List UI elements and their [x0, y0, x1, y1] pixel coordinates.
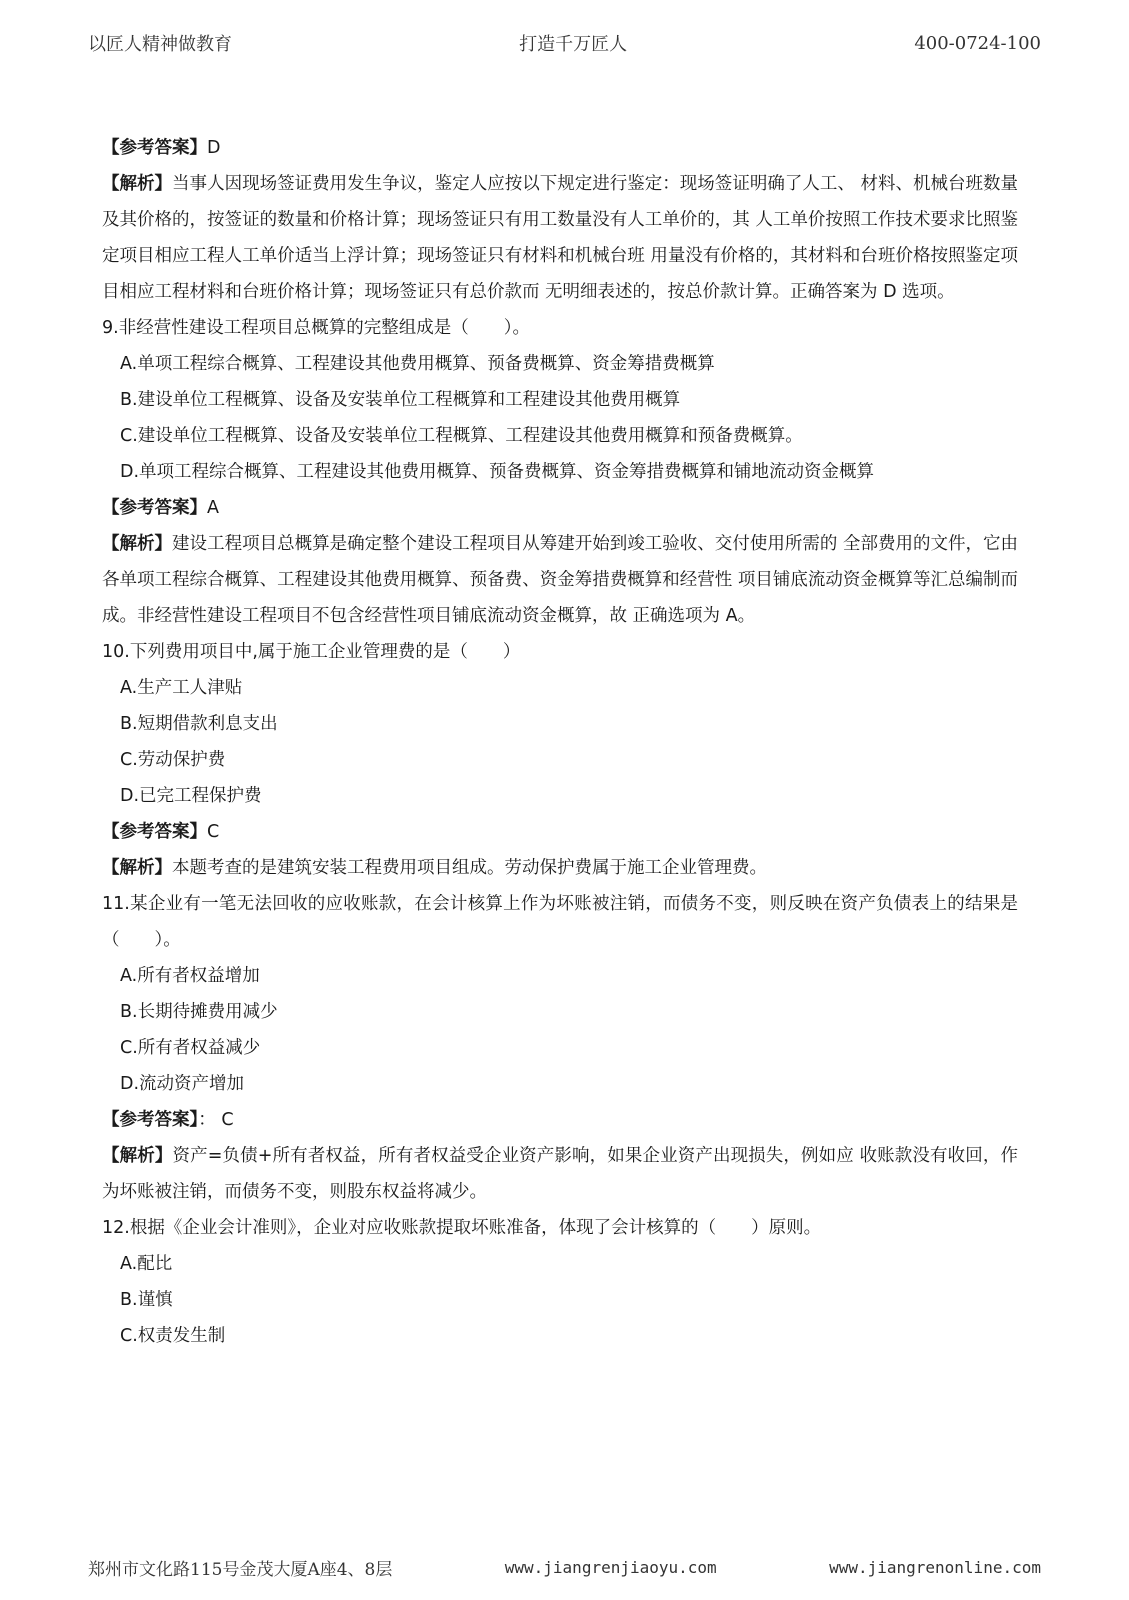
footer-website-2: www.jiangrenonline.com: [829, 1557, 1041, 1577]
answer-value: C: [207, 822, 220, 842]
option-b: B.短期借款利息支出: [120, 714, 278, 734]
option-c: C.所有者权益减少: [120, 1038, 261, 1058]
option-d: D.已完工程保护费: [120, 786, 262, 806]
answer-line: [102, 490, 1018, 526]
analysis-label: 【解析】: [102, 858, 172, 878]
analysis-text: 当事人因现场签证费用发生争议，鉴定人应按以下规定进行鉴定：现场签证明确了人工、 材料、机械台班数量及其价格的，按签证的数量和价格计算；现场签证只有用工数量没有人工单价的，其 人工单价按照工作技术要求比照鉴定项目相应工程人工单价适当上浮计算；现场签证只有材料和机械台班 用量没有价格的，其材料和台班价格按照鉴定项目相应工程材料和台班价格计算；现场签证只有总价款而 无明细表述的，按总价款计算。正确答案为 D 选项。: [102, 174, 1019, 302]
header-motto: 打造千万匠人: [519, 34, 628, 55]
question-stem: 11.某企业有一笔无法回收的应收账款，在会计核算上作为坏账被注销，而债务不变，则反映在资产负债表上的结果是（ ）。: [102, 894, 1018, 950]
analysis-paragraph: [102, 526, 1018, 634]
option-b: B.长期待摊费用减少: [120, 1002, 278, 1022]
page-footer: [88, 1552, 1041, 1582]
analysis-text: 建设工程项目总概算是确定整个建设工程项目从筹建开始到竣工验收、交付使用所需的 全部费用的文件，它由各单项工程综合概算、工程建设其他费用概算、预备费、资金筹措费概算和经营性 项目铺底流动资金概算等汇总编制而成。非经营性建设工程项目不包含经营性项目铺底流动资金概算，故 正确选项为 A。: [102, 534, 1019, 626]
question-stem: 12.根据《企业会计准则》，企业对应收账款提取坏账准备，体现了会计核算的（ ）原则。: [102, 1218, 822, 1238]
option-c: C.劳动保护费: [120, 750, 226, 770]
answer-value: D: [207, 138, 221, 158]
answer-line: [102, 814, 1018, 850]
analysis-paragraph: [102, 1138, 1018, 1210]
analysis-paragraph: [102, 850, 1018, 886]
footer-address: 郑州市文化路115号金茂大厦A座4、8层: [88, 1559, 393, 1580]
header-slogan: 以匠人精神做教育: [88, 34, 232, 55]
option-d: D.流动资产增加: [120, 1074, 245, 1094]
analysis-text: 本题考查的是建筑安装工程费用项目组成。劳动保护费属于施工企业管理费。: [172, 858, 767, 878]
page-header: [88, 28, 1041, 58]
option-b: B.建设单位工程概算、设备及安装单位工程概算和工程建设其他费用概算: [120, 390, 681, 410]
header-phone: 400-0724-100: [914, 32, 1041, 54]
answer-label: 【参考答案】: [102, 1110, 199, 1130]
answer-label: 【参考答案】: [102, 822, 207, 842]
option-a: A.配比: [120, 1254, 173, 1274]
analysis-label: 【解析】: [102, 534, 173, 554]
answer-label: 【参考答案】: [102, 498, 207, 518]
answer-label: 【参考答案】: [102, 138, 207, 158]
question-stem: 10.下列费用项目中,属于施工企业管理费的是（ ）: [102, 642, 521, 662]
option-a: A.所有者权益增加: [120, 966, 260, 986]
analysis-paragraph: [102, 166, 1018, 310]
question-stem: 9.非经营性建设工程项目总概算的完整组成是（ ）。: [102, 318, 530, 338]
option-b: B.谨慎: [120, 1290, 173, 1310]
option-a: A.单项工程综合概算、工程建设其他费用概算、预备费概算、资金筹措费概算: [120, 354, 715, 374]
footer-website-1: www.jiangrenjiaoyu.com: [504, 1557, 717, 1577]
answer-line: [102, 1102, 1018, 1138]
analysis-text: 资产=负债+所有者权益，所有者权益受企业资产影响，如果企业资产出现损失，例如应 收账款没有收回，作为坏账被注销，而债务不变，则股东权益将减少。: [102, 1146, 1019, 1202]
answer-value: ： C: [198, 1110, 234, 1130]
option-c: C.建设单位工程概算、设备及安装单位工程概算、工程建设其他费用概算和预备费概算。: [120, 426, 803, 446]
option-d: D.单项工程综合概算、工程建设其他费用概算、预备费概算、资金筹措费概算和铺地流动资金概算: [120, 462, 875, 482]
answer-line: [102, 130, 1018, 166]
option-a: A.生产工人津贴: [120, 678, 243, 698]
analysis-label: 【解析】: [102, 1146, 173, 1166]
option-c: C.权责发生制: [120, 1326, 226, 1346]
document-body: [102, 130, 1018, 1354]
answer-value: A: [207, 498, 219, 518]
analysis-label: 【解析】: [102, 174, 173, 194]
